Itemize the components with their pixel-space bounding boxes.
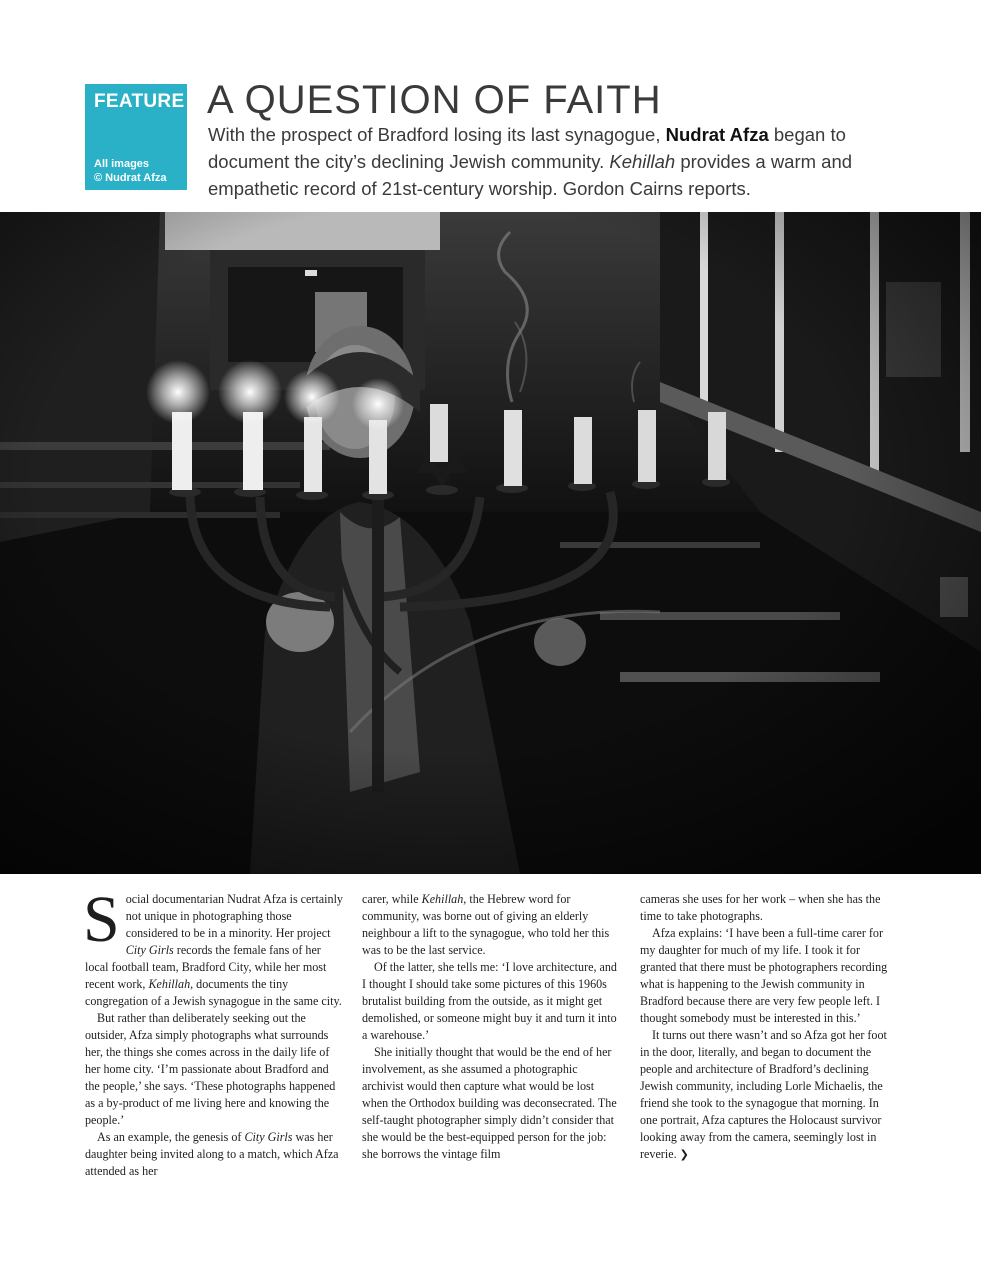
paragraph: Of the latter, she tells me: ‘I love architecture, and I thought I should take some pictures of this 1960s brutalist building from the outside, as it might get demolished, or someone might buy it and turn it into a warehouse.’ <box>362 960 617 1042</box>
text-run: was her daughter being invited along to a match, which Afza attended as her <box>85 1130 339 1178</box>
project-title: City Girls <box>244 1130 293 1144</box>
image-credit <box>94 157 166 185</box>
standfirst-text-3: provides a warm and empathetic record of 21st-century worship. Gordon Cairns reports. <box>208 151 853 199</box>
menorah-photo-illustration <box>0 212 981 874</box>
project-title: City Girls <box>125 943 174 957</box>
text-run: As an example, the genesis of <box>97 1130 245 1144</box>
text-run: , documents the tiny congregation of a Jewish synagogue in the same city. <box>85 977 342 1008</box>
article-column-3 <box>640 891 899 1163</box>
paragraph: cameras she uses for her work – when she has the time to take photographs. <box>640 892 881 923</box>
paragraph: She initially thought that would be the end of her involvement, as she assumed a photographic archivist would then capture what would be lost when the Orthodox building was deconsecrated. The self-taught photographer simply didn’t consider that she would be the best-equipped person for the job: she borrows the vintage film <box>362 1045 617 1161</box>
project-title: Kehillah <box>148 977 191 991</box>
paragraph: But rather than deliberately seeking out the outsider, Afza simply photographs what surrounds her, the things she comes across in the daily life of her home city. ‘I’m passionate about Bradford and the people,’ she says. ‘These photographs happened as a by-product of me living here and knowing the people.’ <box>85 1011 336 1127</box>
paragraph <box>640 1027 899 1163</box>
chevron-right-icon: ❯ <box>679 1148 689 1161</box>
standfirst-text-1: With the prospect of Bradford losing its last synagogue, <box>208 124 666 145</box>
text-run: records the female fans of her local football team, Bradford City, while her most recent work, <box>85 943 327 991</box>
article-standfirst <box>208 121 888 202</box>
text-run: ocial documentarian Nudrat Afza is certainly not unique in photographing those considered to be in a minority. Her project <box>125 892 343 940</box>
article-headline: A QUESTION OF FAITH <box>207 78 662 122</box>
paragraph <box>85 1129 344 1180</box>
paragraph <box>362 891 621 959</box>
article-column-2 <box>362 891 621 1163</box>
text-run: carer, while <box>362 892 422 906</box>
hero-photo <box>0 212 981 874</box>
standfirst-text-2: began to document the city’s declining Jewish community. <box>208 124 846 172</box>
text-run: , the Hebrew word for community, was borne out of giving an elderly neighbour a lift to the synagogue, who told her this was to be the last service. <box>362 892 610 957</box>
image-credit-line-1: All images <box>94 158 150 170</box>
feature-label: FEATURE <box>94 91 185 112</box>
project-title: Kehillah <box>609 151 676 172</box>
feature-badge <box>85 84 187 190</box>
paragraph <box>83 883 344 1010</box>
image-credit-line-2: © Nudrat Afza <box>94 172 167 184</box>
drop-cap: S <box>83 883 120 956</box>
paragraph: Afza explains: ‘I have been a full-time carer for my daughter for much of my life. I took it for granted that there must be photographers recording what is happening to the Jewish community in Bradford because there are very few people left. I thought somebody must be interested in this.’ <box>640 926 888 1025</box>
text-run: It turns out there wasn’t and so Afza got her foot in the door, literally, and began to document the people and architecture of Bradford’s declining Jewish community, including Lorle Michaelis, the friend she took to the synagogue that morning. In one portrait, Afza captures the Holocaust survivor looking away from the camera, seemingly lost in reverie. <box>640 1028 887 1161</box>
article-column-1 <box>83 883 344 1180</box>
project-title: Kehillah <box>421 892 464 906</box>
photographer-name: Nudrat Afza <box>665 124 769 145</box>
